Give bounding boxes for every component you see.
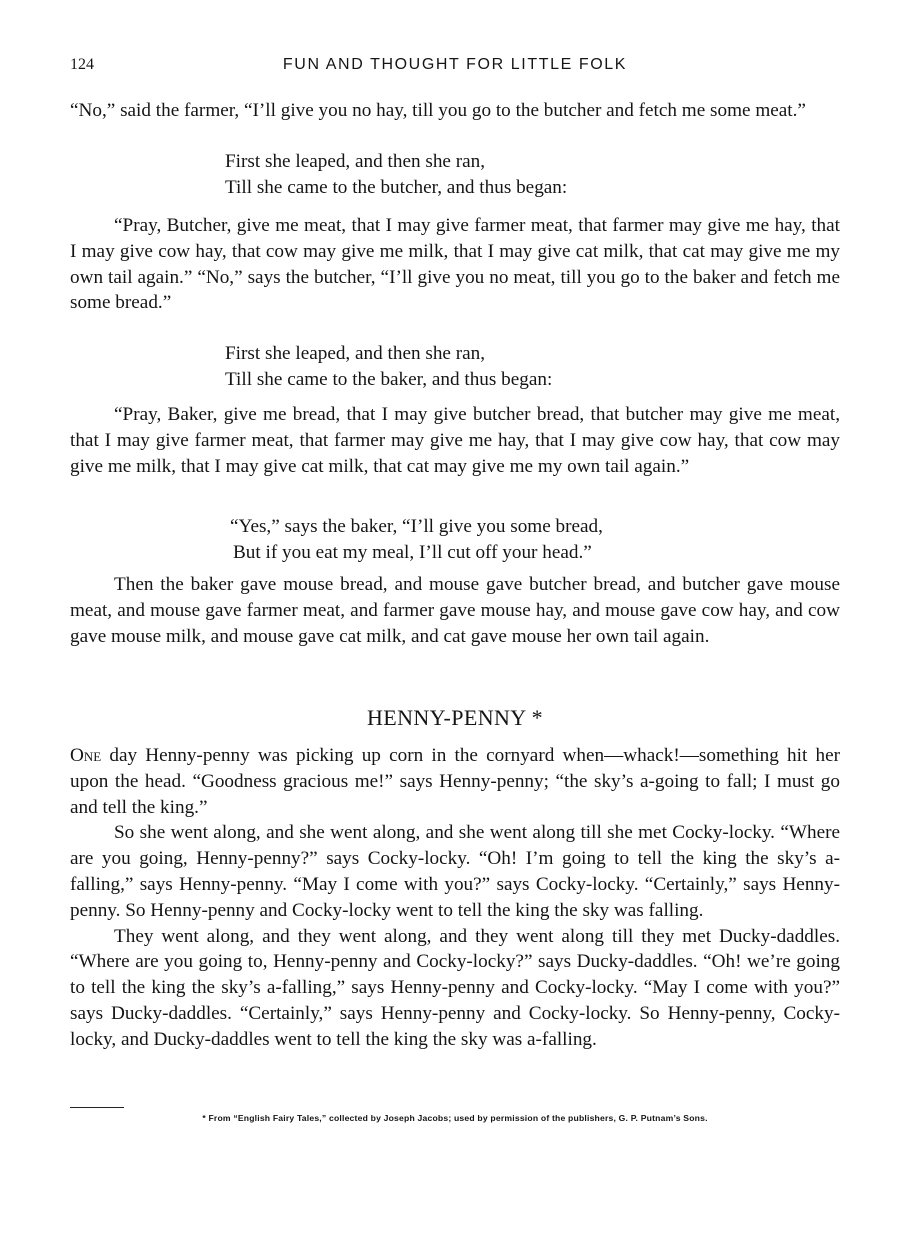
- story2-text: [70, 743, 840, 1053]
- paragraph: “No,” said the farmer, “I’ll give you no hay, till you go to the butcher and fetch me some meat.”: [70, 100, 806, 121]
- verse-line: First she leaped, and then she ran,: [225, 343, 486, 364]
- verse-line: “Yes,” says the baker, “I’ll give you some bread,: [230, 516, 603, 537]
- paragraph: [70, 743, 840, 820]
- paragraph: So she went along, and she went along, and she went along till she met Cocky-locky. “Where are you going, Henny-penny?” says Cocky-locky. “Oh! I’m going to tell the king the sky’s a-falling,” says Henny-penny. “May I come with you?” says Cocky-locky. “Certainly,” says Henny-penny. So Henny-penny and Cocky-locky went to tell the king the sky was falling.: [70, 822, 840, 921]
- running-title: FUN AND THOUGHT FOR LITTLE FOLK: [282, 56, 628, 73]
- footnote-rule: [70, 1107, 124, 1108]
- paragraph: “Pray, Baker, give me bread, that I may give butcher bread, that butcher may give me meat, that I may give farmer meat, that farmer may give me hay, that I may give cow hay, that cow may give me milk, that I may give cat milk, that cat may give me my own tail again.”: [70, 404, 840, 477]
- story1-paragraph-1: [70, 98, 840, 124]
- verse-line: But if you eat my meal, I’ll cut off your head.”: [233, 542, 592, 563]
- footnote: * From “English Fairy Tales,” collected by Joseph Jacobs; used by permission of the publishers, G. P. Putnam’s Sons.: [202, 1113, 708, 1123]
- paragraph: They went along, and they went along, and they went along till they met Ducky-daddles. “Where are you going to, Henny-penny and Cocky-locky?” says Ducky-daddles. “Oh! we’re going to tell the king the sky’s a-falling,” says Henny-penny and Cocky-locky. “May I come with you?” says Ducky-daddles. “Certainly,” says Henny-penny and Cocky-locky. So Henny-penny, Cocky-locky, and Ducky-daddles went to tell the king the sky was a-falling.: [70, 925, 840, 1050]
- verse-line: First she leaped, and then she ran,: [225, 151, 486, 172]
- story-title: HENNY-PENNY *: [366, 705, 544, 730]
- verse-line: Till she came to the butcher, and thus began:: [225, 177, 568, 198]
- page-number: 124: [70, 56, 94, 73]
- story1-paragraph-2: [70, 213, 840, 316]
- verse-line: Till she came to the baker, and thus began:: [225, 369, 553, 390]
- paragraph: Then the baker gave mouse bread, and mouse gave butcher bread, and butcher gave mouse meat, and mouse gave farmer meat, and farmer gave mouse hay, and mouse gave cow hay, and cow gave mouse milk, and mouse gave cat milk, and cat gave mouse her own tail again.: [70, 574, 840, 647]
- lead-word: One: [70, 745, 102, 766]
- paragraph-rest: day Henny-penny was picking up corn in the cornyard when—whack!—something hit her upon the head. “Goodness gracious me!” says Henny-penny; “the sky’s a-going to fall; I must go and tell the king.”: [70, 745, 840, 818]
- paragraph: “Pray, Butcher, give me meat, that I may give farmer meat, that farmer may give me hay, that I may give cow hay, that cow may give me milk, that I may give cat milk, that cat may give me my own tail again.” “No,” says the butcher, “I’ll give you no meat, till you go to the baker and fetch me some bread.”: [70, 215, 840, 314]
- page-header: [70, 56, 840, 80]
- story1-paragraph-4: [70, 572, 840, 649]
- story1-paragraph-3: [70, 402, 840, 479]
